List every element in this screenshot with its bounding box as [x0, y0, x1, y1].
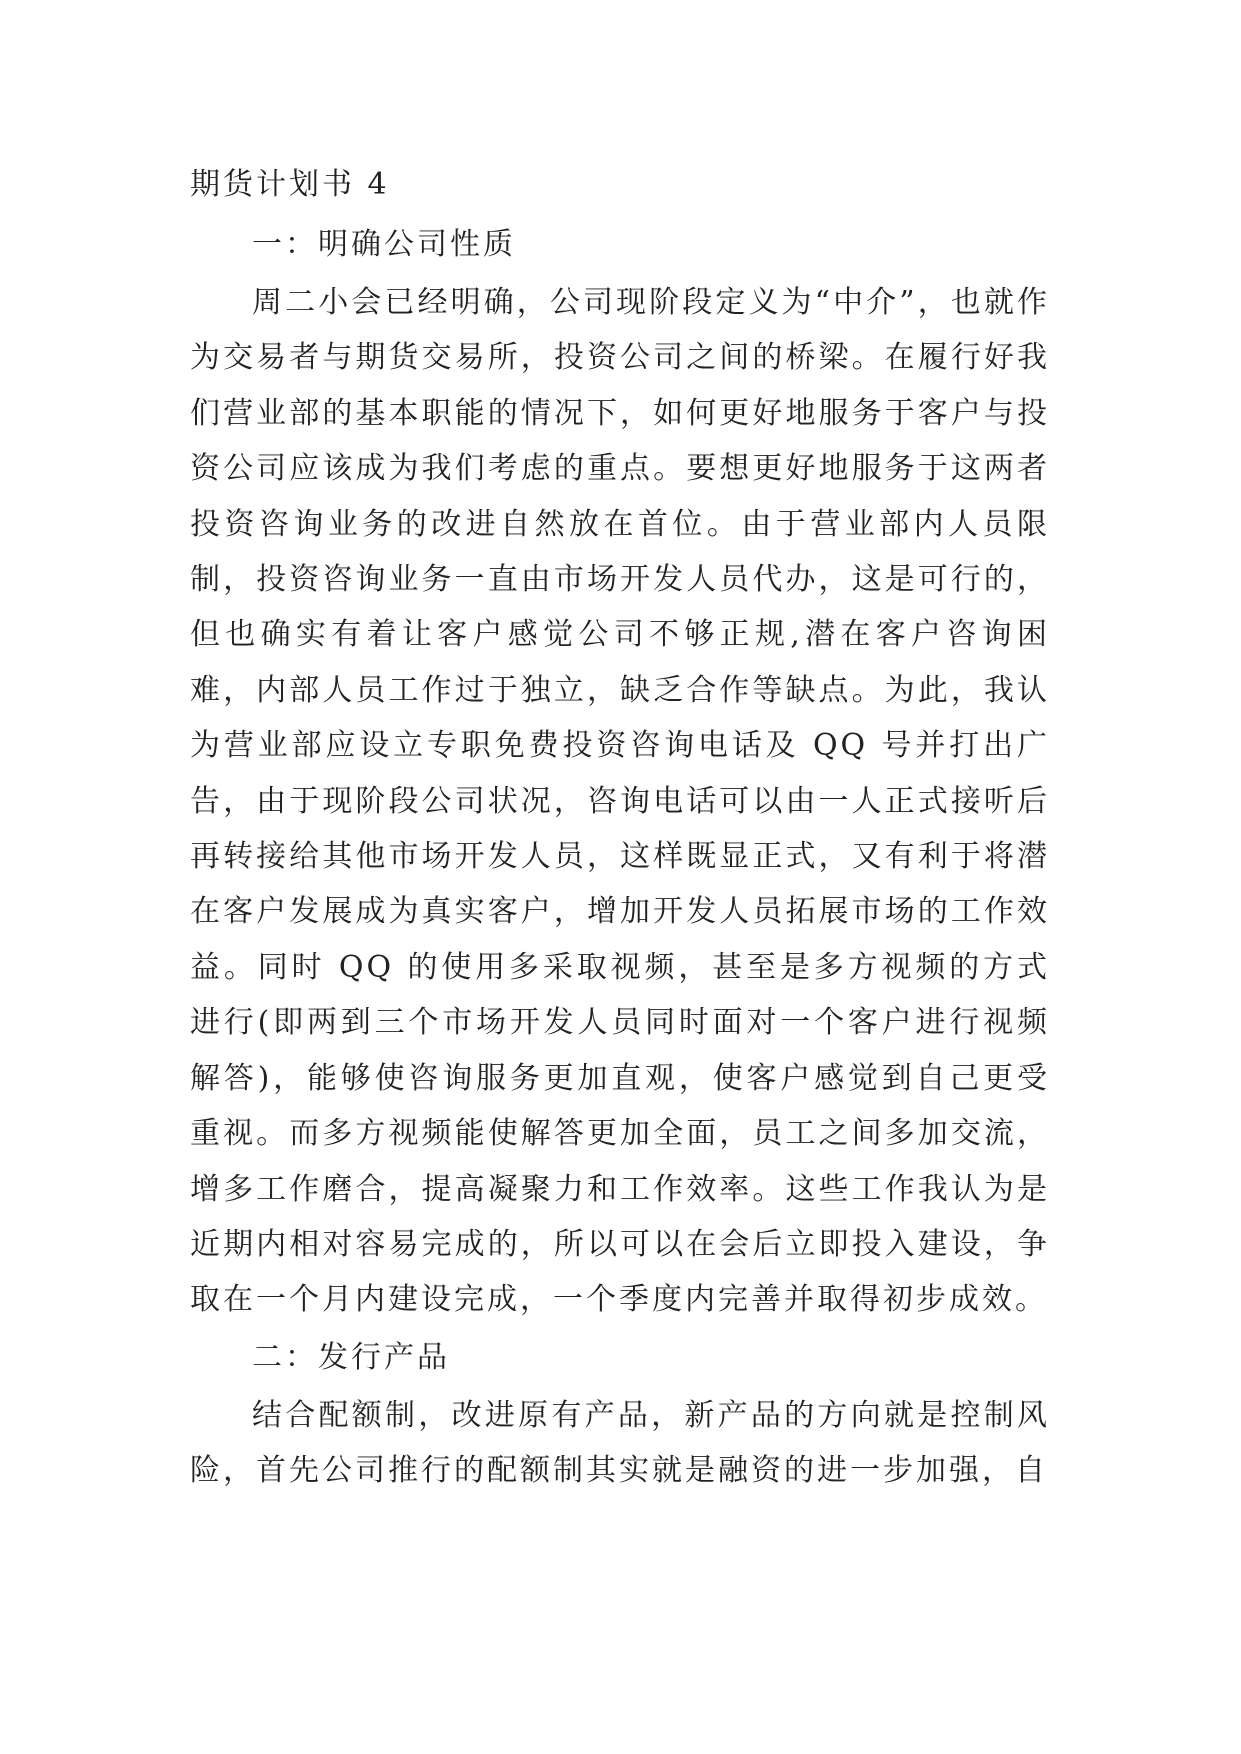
document-page [190, 155, 1050, 1499]
section-heading-2: 二：发行产品 [252, 1339, 450, 1375]
section-paragraph-2: 结合配额制，改进原有产品，新产品的方向就是控制风险，首先公司推行的配额制其实就是融资的进一步加强，自 [190, 1397, 1050, 1489]
document-title: 期货计划书 4 [190, 167, 390, 202]
section-paragraph-1: 周二小会已经明确，公司现阶段定义为“中介”，也就作为交易者与期货交易所，投资公司之间的桥梁。在履行好我们营业部的基本职能的情况下，如何更好地服务于客户与投资公司应该成为我们考虑的重点。要想更好地服务于这两者投资咨询业务的改进自然放在首位。由于营业部内人员限制，投资咨询业务一直由市场开发人员代办，这是可行的，但也确实有着让客户感觉公司不够正规,潜在客户咨询困难，内部人员工作过于独立，缺乏合作等缺点。为此，我认为营业部应设立专职免费投资咨询电话及 QQ 号并打出广告，由于现阶段公司状况，咨询电话可以由一人正式接听后再转接给其他市场开发人员，这样既显正式，又有利于将潜在客户发展成为真实客户，增加开发人员拓展市场的工作效益。同时 QQ 的使用多采取视频，甚至是多方视频的方式进行(即两到三个市场开发人员同时面对一个客户进行视频解答)，能够使咨询服务更加直观，使客户感觉到自己更受重视。而多方视频能使解答更加全面，员工之间多加交流，增多工作磨合，提高凝聚力和工作效率。这些工作我认为是近期内相对容易完成的，所以可以在会后立即投入建设，争取在一个月内建设完成，一个季度内完善并取得初步成效。 [190, 285, 1050, 1318]
section-heading-1: 一：明确公司性质 [252, 227, 516, 262]
